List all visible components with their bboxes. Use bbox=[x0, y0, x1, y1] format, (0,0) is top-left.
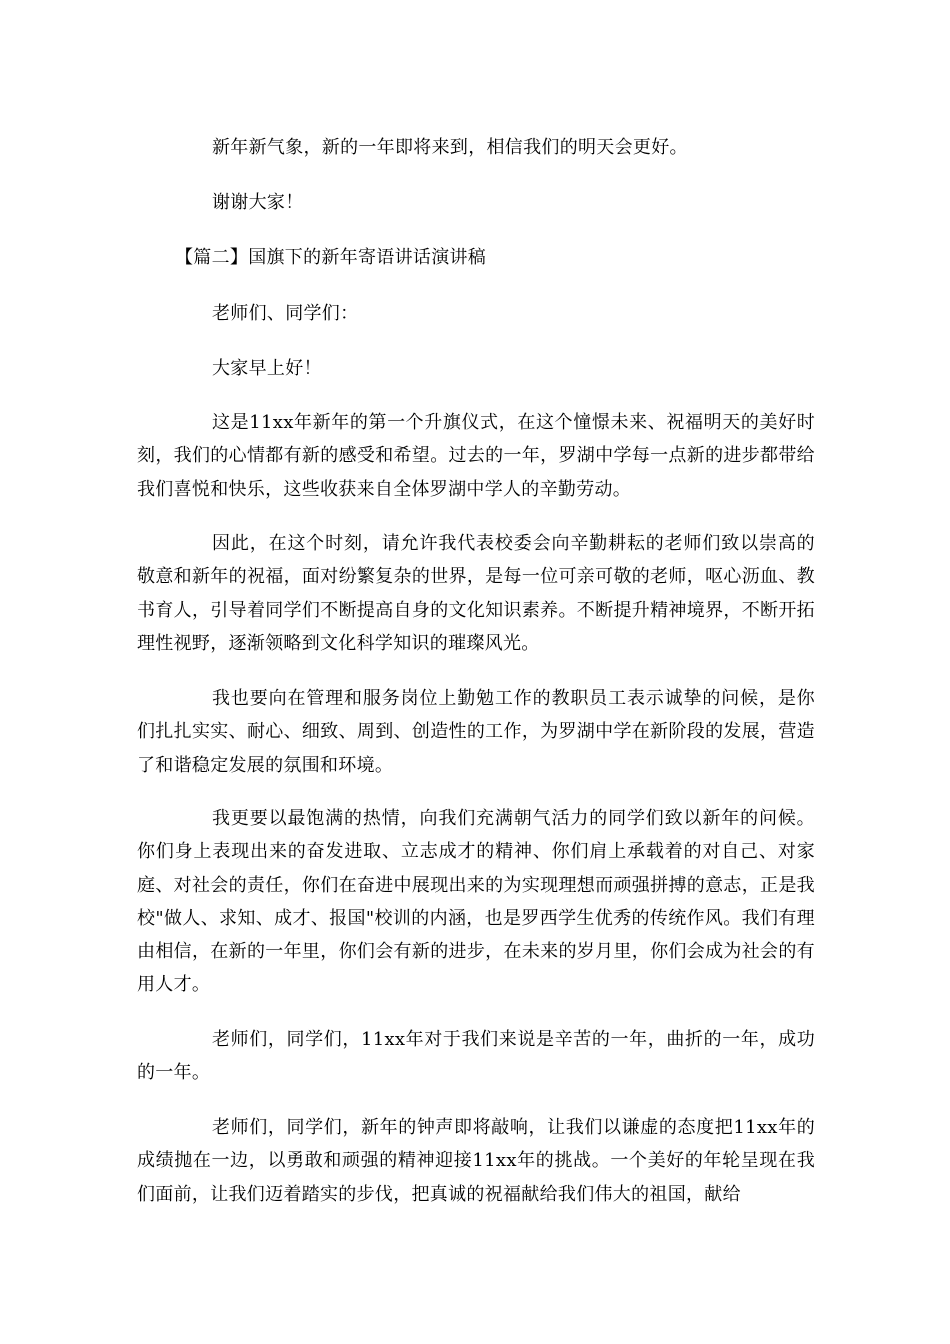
paragraph: 我更要以最饱满的热情，向我们充满朝气活力的同学们致以新年的问候。你们身上表现出来的奋发进取、立志成才的精神、你们肩上承载着的对自己、对家庭、对社会的责任，你们在奋进中展现出来的为实现理想而顽强拼搏的意志，正是我校"做人、求知、成才、报国"校训的内涵，也是罗西学生优秀的传统作风。我们有理由相信，在新的一年里，你们会有新的进步，在未来的岁月里，你们会成为社会的有用人才。 bbox=[137, 808, 815, 996]
section-heading: 【篇二】国旗下的新年寄语讲话演讲稿 bbox=[175, 247, 487, 268]
paragraph: 我也要向在管理和服务岗位上勤勉工作的教职员工表示诚挚的问候，是你们扎扎实实、耐心、细致、周到、创造性的工作，为罗湖中学在新阶段的发展，营造了和谐稳定发展的氛围和环境。 bbox=[137, 688, 815, 776]
paragraph: 老师们，同学们，新年的钟声即将敲响，让我们以谦虚的态度把11xx年的成绩抛在一边，以勇敢和顽强的精神迎接11xx年的挑战。一个美好的年轮呈现在我们面前，让我们迈着踏实的步伐，把真诚的祝福献给我们伟大的祖国，献给 bbox=[137, 1117, 815, 1205]
greeting: 大家早上好！ bbox=[212, 358, 322, 379]
paragraph: 老师们，同学们，11xx年对于我们来说是辛苦的一年，曲折的一年，成功的一年。 bbox=[137, 1029, 815, 1084]
salutation: 老师们、同学们： bbox=[212, 303, 359, 324]
thanks-line: 谢谢大家！ bbox=[212, 192, 304, 213]
closing-line: 新年新气象，新的一年即将来到，相信我们的明天会更好。 bbox=[212, 137, 688, 158]
paragraph: 这是11xx年新年的第一个升旗仪式，在这个憧憬未来、祝福明天的美好时刻，我们的心情都有新的感受和希望。过去的一年，罗湖中学每一点新的进步都带给我们喜悦和快乐，这些收获来自全体罗湖中学人的辛勤劳动。 bbox=[137, 412, 815, 500]
paragraph: 因此，在这个时刻，请允许我代表校委会向辛勤耕耘的老师们致以崇高的敬意和新年的祝福，面对纷繁复杂的世界，是每一位可亲可敬的老师，呕心沥血、教书育人，引导着同学们不断提高自身的文化知识素养。不断提升精神境界，不断开拓理性视野，逐渐领略到文化科学知识的璀璨风光。 bbox=[137, 533, 815, 654]
